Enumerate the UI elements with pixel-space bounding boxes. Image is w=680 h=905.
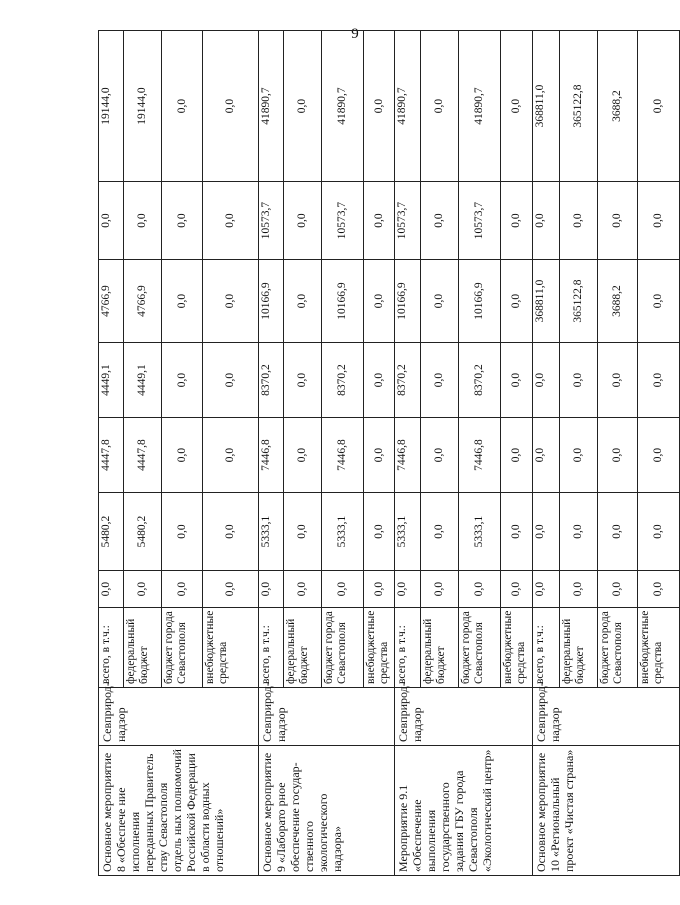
measure-name-cell: Основное мероприятие 9 «Лаборато рное обеспечение государ-ственного экологического надзора» — [259, 746, 395, 876]
value-cell: 0,0 — [598, 493, 638, 571]
value-cell: 0,0 — [501, 31, 533, 182]
value-cell: 0,0 — [322, 571, 364, 608]
value-cell: 0,0 — [162, 343, 203, 418]
funding-source-cell: федеральный бюджет — [284, 608, 322, 688]
value-cell: 0,0 — [284, 343, 322, 418]
value-cell: 0,0 — [501, 343, 533, 418]
value-cell: 0,0 — [364, 418, 395, 493]
value-cell: 0,0 — [364, 260, 395, 343]
value-cell: 0,0 — [203, 31, 259, 182]
value-cell: 0,0 — [421, 493, 459, 571]
value-cell: 0,0 — [638, 418, 680, 493]
measure-name-cell: Мероприятие 9.1 «Обеспечение выполнения государственного задания ГБУ города Севастополя «Экологический центр» — [395, 746, 533, 876]
value-cell: 0,0 — [533, 343, 560, 418]
value-cell: 0,0 — [284, 418, 322, 493]
value-cell: 0,0 — [203, 182, 259, 260]
value-cell: 0,0 — [364, 571, 395, 608]
value-cell: 5333,1 — [395, 493, 421, 571]
value-cell: 0,0 — [501, 418, 533, 493]
value-cell: 4447,8 — [99, 418, 124, 493]
executor-cell: Севприрод-надзор — [259, 688, 395, 746]
value-cell: 0,0 — [638, 343, 680, 418]
value-cell: 0,0 — [203, 418, 259, 493]
value-cell: 0,0 — [560, 493, 598, 571]
value-cell: 0,0 — [364, 182, 395, 260]
value-cell: 0,0 — [421, 260, 459, 343]
value-cell: 10166,9 — [322, 260, 364, 343]
value-cell: 8370,2 — [322, 343, 364, 418]
value-cell: 0,0 — [284, 571, 322, 608]
funding-source-cell: всего, в т.ч.: — [259, 608, 284, 688]
value-cell: 0,0 — [364, 493, 395, 571]
value-cell: 41890,7 — [459, 31, 501, 182]
value-cell: 4449,1 — [124, 343, 162, 418]
funding-source-cell: всего, в т.ч.: — [533, 608, 560, 688]
funding-source-cell: внебюджетные средства — [638, 608, 680, 688]
value-cell: 7446,8 — [459, 418, 501, 493]
value-cell: 365122,8 — [560, 260, 598, 343]
value-cell: 0,0 — [162, 418, 203, 493]
table-row — [395, 31, 421, 876]
value-cell: 8370,2 — [459, 343, 501, 418]
value-cell: 10573,7 — [259, 182, 284, 260]
value-cell: 0,0 — [162, 31, 203, 182]
value-cell: 0,0 — [533, 418, 560, 493]
value-cell: 0,0 — [638, 260, 680, 343]
value-cell: 0,0 — [638, 493, 680, 571]
value-cell: 5333,1 — [322, 493, 364, 571]
funding-source-cell: внебюджетные средства — [501, 608, 533, 688]
value-cell: 0,0 — [124, 571, 162, 608]
value-cell: 0,0 — [560, 571, 598, 608]
executor-cell: Севприрод-надзор — [99, 688, 259, 746]
value-cell: 0,0 — [162, 182, 203, 260]
funding-source-cell: федеральный бюджет — [124, 608, 162, 688]
value-cell: 7446,8 — [395, 418, 421, 493]
executor-cell: Севприрод-надзор — [533, 688, 680, 746]
value-cell: 7446,8 — [322, 418, 364, 493]
value-cell: 5480,2 — [124, 493, 162, 571]
value-cell: 41890,7 — [259, 31, 284, 182]
funding-source-cell: федеральный бюджет — [421, 608, 459, 688]
value-cell: 8370,2 — [259, 343, 284, 418]
value-cell: 7446,8 — [259, 418, 284, 493]
value-cell: 5333,1 — [459, 493, 501, 571]
value-cell: 365122,8 — [560, 31, 598, 182]
value-cell: 0,0 — [284, 260, 322, 343]
funding-source-cell: бюджет города Севастополя — [162, 608, 203, 688]
value-cell: 3688,2 — [598, 31, 638, 182]
value-cell: 19144,0 — [99, 31, 124, 182]
funding-table — [98, 30, 680, 876]
value-cell: 0,0 — [162, 571, 203, 608]
value-cell: 5480,2 — [99, 493, 124, 571]
value-cell: 0,0 — [598, 343, 638, 418]
value-cell: 41890,7 — [395, 31, 421, 182]
value-cell: 10573,7 — [395, 182, 421, 260]
value-cell: 0,0 — [259, 571, 284, 608]
funding-source-cell: внебюджетные средства — [364, 608, 395, 688]
table-row — [533, 31, 560, 876]
value-cell: 10573,7 — [322, 182, 364, 260]
value-cell: 8370,2 — [395, 343, 421, 418]
value-cell: 19144,0 — [124, 31, 162, 182]
value-cell: 0,0 — [421, 418, 459, 493]
value-cell: 0,0 — [598, 571, 638, 608]
value-cell: 0,0 — [533, 571, 560, 608]
value-cell: 3688,2 — [598, 260, 638, 343]
table-body — [99, 31, 680, 876]
value-cell: 4766,9 — [99, 260, 124, 343]
value-cell: 0,0 — [284, 493, 322, 571]
value-cell: 0,0 — [501, 260, 533, 343]
value-cell: 368811,0 — [533, 31, 560, 182]
value-cell: 0,0 — [638, 571, 680, 608]
value-cell: 10573,7 — [459, 182, 501, 260]
measure-name-cell: Основное мероприятие 10 «Региональный проект «Чистая страна» — [533, 746, 680, 876]
value-cell: 0,0 — [598, 182, 638, 260]
value-cell: 0,0 — [162, 493, 203, 571]
value-cell: 0,0 — [203, 571, 259, 608]
value-cell: 0,0 — [533, 493, 560, 571]
value-cell: 0,0 — [560, 343, 598, 418]
value-cell: 0,0 — [421, 182, 459, 260]
funding-source-cell: бюджет города Севастополя — [598, 608, 638, 688]
value-cell: 4449,1 — [99, 343, 124, 418]
value-cell: 41890,7 — [322, 31, 364, 182]
funding-source-cell: внебюджетные средства — [203, 608, 259, 688]
value-cell: 0,0 — [284, 31, 322, 182]
value-cell: 0,0 — [203, 260, 259, 343]
value-cell: 0,0 — [533, 182, 560, 260]
value-cell: 0,0 — [203, 343, 259, 418]
value-cell: 0,0 — [560, 418, 598, 493]
value-cell: 0,0 — [395, 571, 421, 608]
value-cell: 0,0 — [638, 31, 680, 182]
value-cell: 0,0 — [501, 493, 533, 571]
value-cell: 5333,1 — [259, 493, 284, 571]
value-cell: 0,0 — [99, 571, 124, 608]
value-cell: 0,0 — [99, 182, 124, 260]
funding-source-cell: федеральный бюджет — [560, 608, 598, 688]
value-cell: 4766,9 — [124, 260, 162, 343]
value-cell: 0,0 — [162, 260, 203, 343]
value-cell: 4447,8 — [124, 418, 162, 493]
value-cell: 10166,9 — [259, 260, 284, 343]
value-cell: 10166,9 — [395, 260, 421, 343]
table-row — [99, 31, 124, 876]
measure-name-cell: Основное мероприятие 8 «Обеспече ние исполнения переданных Правитель ству Севастополя отдель ных полномочий Российской Федерации в области водных отношений» — [99, 746, 259, 876]
value-cell: 0,0 — [598, 418, 638, 493]
value-cell: 0,0 — [364, 343, 395, 418]
page-number: 9 — [351, 26, 359, 42]
value-cell: 0,0 — [364, 31, 395, 182]
value-cell: 368811,0 — [533, 260, 560, 343]
funding-source-cell: бюджет города Севастополя — [459, 608, 501, 688]
value-cell: 0,0 — [421, 31, 459, 182]
value-cell: 0,0 — [638, 182, 680, 260]
executor-cell: Севприрод-надзор — [395, 688, 533, 746]
value-cell: 0,0 — [501, 182, 533, 260]
value-cell: 0,0 — [203, 493, 259, 571]
value-cell: 0,0 — [284, 182, 322, 260]
funding-source-cell: всего, в т.ч.: — [99, 608, 124, 688]
value-cell: 0,0 — [124, 182, 162, 260]
value-cell: 0,0 — [560, 182, 598, 260]
value-cell: 0,0 — [421, 343, 459, 418]
funding-source-cell: всего, в т.ч.: — [395, 608, 421, 688]
value-cell: 0,0 — [459, 571, 501, 608]
value-cell: 10166,9 — [459, 260, 501, 343]
rotated-table-container — [98, 61, 664, 876]
value-cell: 0,0 — [501, 571, 533, 608]
value-cell: 0,0 — [421, 571, 459, 608]
table-row — [259, 31, 284, 876]
funding-source-cell: бюджет города Севастополя — [322, 608, 364, 688]
